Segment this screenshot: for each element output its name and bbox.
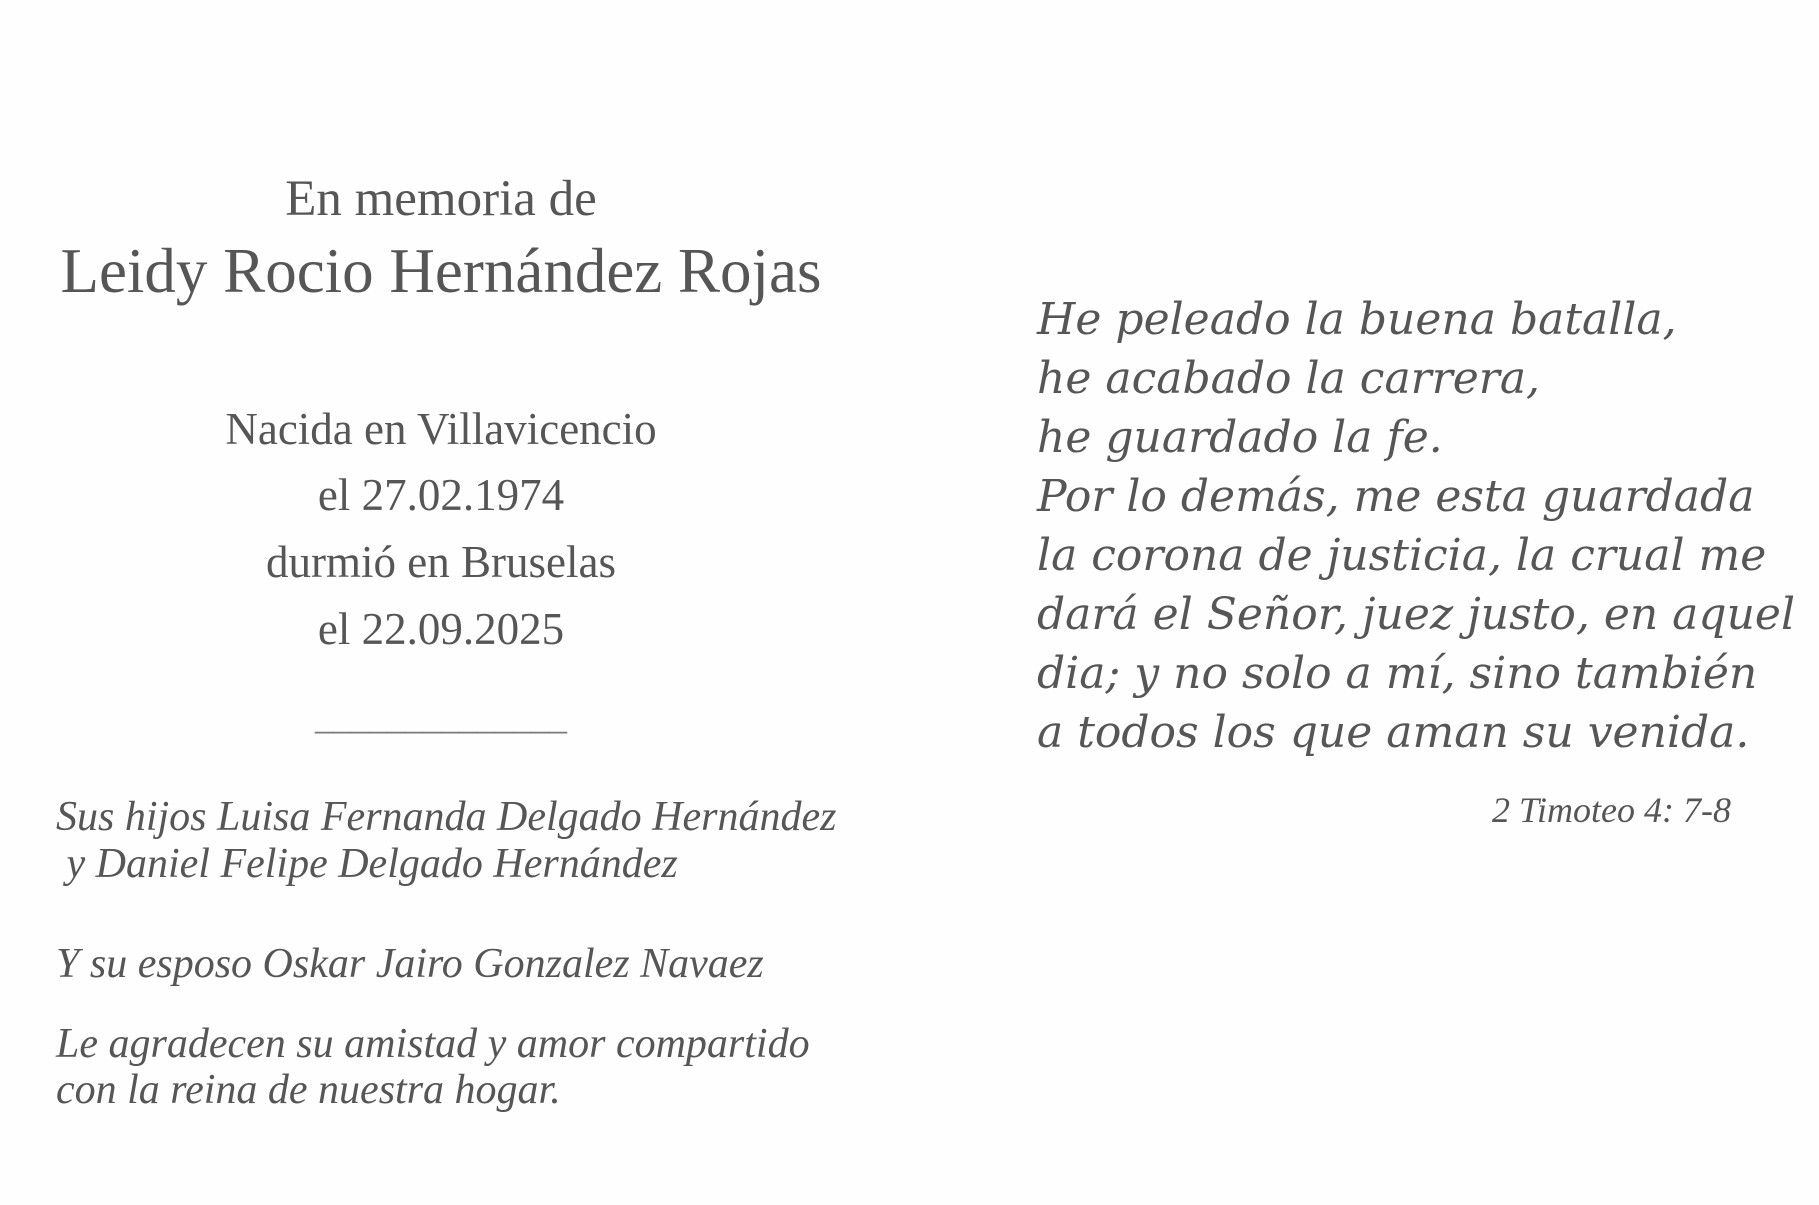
verse-reference: 2 Timoteo 4: 7-8: [1492, 790, 1731, 830]
section-divider: ______________: [315, 697, 567, 737]
memorial-intro: En memoria de: [285, 171, 597, 227]
children-line: y Daniel Felipe Delgado Hernández: [56, 841, 678, 887]
birth-place-line: Nacida en Villavicencio: [225, 404, 657, 454]
thanks-line: con la reina de nuestra hogar.: [56, 1067, 561, 1113]
verse-line: he acabado la carrera,: [1037, 353, 1541, 404]
verse-line: he guardado la fe.: [1037, 412, 1443, 463]
verse-line: Por lo demás, me esta guardada: [1037, 471, 1755, 522]
verse-line: dia; y no solo a mí, sino también: [1037, 648, 1758, 699]
children-line: Sus hijos Luisa Fernanda Delgado Hernández: [56, 794, 837, 840]
death-date-line: el 22.09.2025: [317, 604, 565, 654]
verse-line: dará el Señor, juez justo, en aquel: [1037, 589, 1796, 640]
birth-date-line: el 27.02.1974: [317, 470, 565, 520]
verse-line: He peleado la buena batalla,: [1037, 294, 1677, 345]
thanks-line: Le agradecen su amistad y amor compartido: [56, 1021, 810, 1067]
verse-line: a todos los que aman su venida.: [1037, 707, 1750, 758]
death-place-line: durmió en Bruselas: [266, 537, 616, 587]
verse-line: la corona de justicia, la crual me: [1037, 530, 1767, 581]
deceased-name: Leidy Rocio Hernández Rojas: [60, 236, 822, 306]
spouse-line: Y su esposo Oskar Jairo Gonzalez Navaez: [56, 941, 764, 987]
